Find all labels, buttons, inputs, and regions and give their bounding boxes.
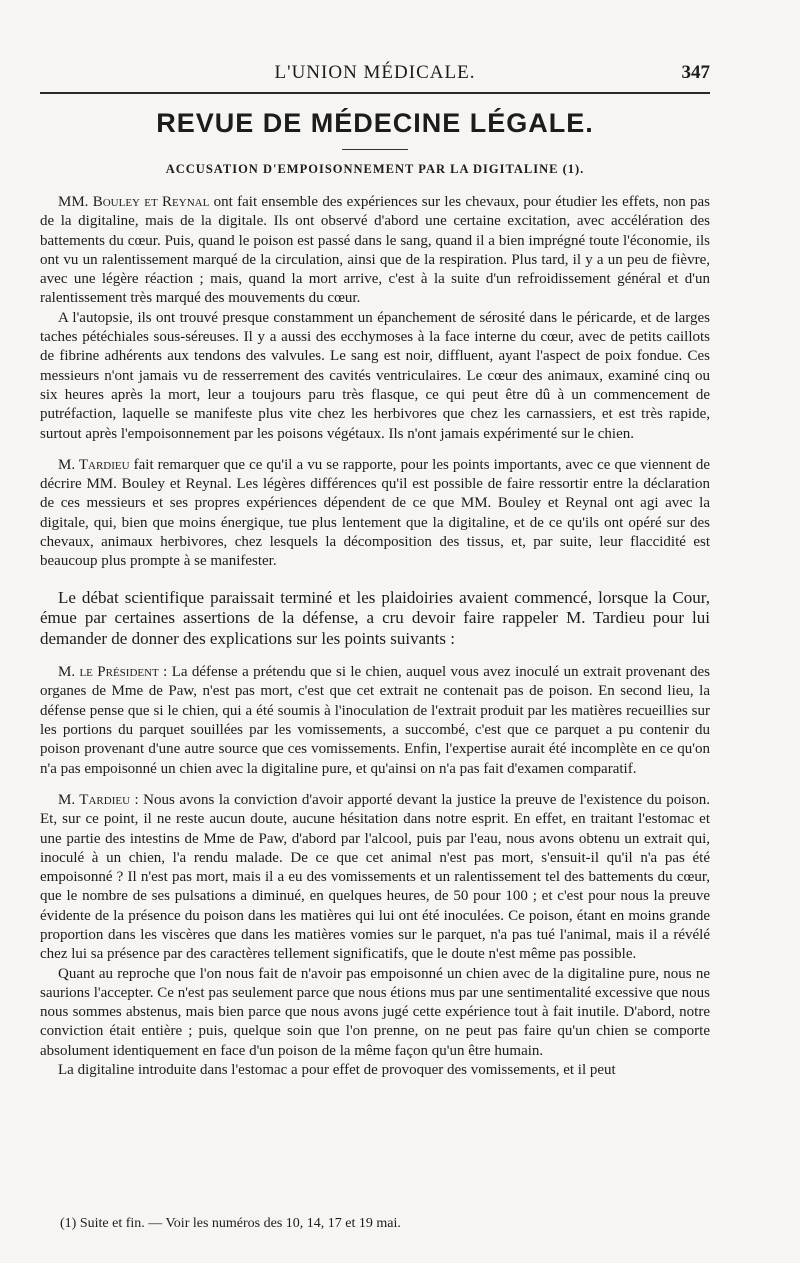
- paragraph-text: fait remarquer que ce qu'il a vu se rapporte, pour les points importants, avec ce que viennent de décrire MM. Bouley et Reynal. Les légères différences qu'il est possible de faire ressortir entre la déclaration de ces messieurs et ses propres expériences dépendent de ce que MM. Bouley et Reynal ont agi avec la digitale, qui, bien que moins énergique, tue plus lentement que la digitaline, et de ce qu'ils ont opéré sur des chevaux, animaux herbivores, chez lesquels la décomposition des tissus, et, par suite, leur flaccidité est beaucoup plus prompte à se manifester.: [40, 456, 711, 570]
- paragraph-text: Le débat scientifique paraissait terminé et les plaidoiries avaient commencé, lorsque la Cour, émue par certaines assertions de la défense, a cru devoir faire rappeler M. Tardieu pour lui demander de donner des explications sur les points suivants :: [40, 587, 710, 648]
- speaker-name: MM. Bouley et Reynal: [58, 194, 210, 210]
- journal-title: L'UNION MÉDICALE.: [274, 62, 476, 83]
- paragraph-text: Quant au reproche que l'on nous fait de n'avoir pas empoisonné un chien avec de la digitaline pure, nous ne saurions l'accepter. Ce n'est pas seulement parce que nous étions mus par une sentimentalité excessive que nous nous sommes abstenus, mais bien parce que nous avons jugé cette expérience tout à fait inutile. D'abord, notre conviction était entière ; puis, quelque soin que l'on prenne, on ne peut pas faire qu'un chien se comporte absolument identiquement en face d'un poison de la même façon qu'un être humain.: [40, 965, 710, 1059]
- speaker-name: M. le Président: [58, 664, 159, 681]
- speaker-name: M. Tardieu: [58, 791, 131, 808]
- paragraph-text: La digitaline introduite dans l'estomac a pour effet de provoquer des vomissements, et il peut: [58, 1062, 616, 1079]
- title-divider: [342, 149, 408, 150]
- running-head: [40, 58, 710, 94]
- paragraph-text: ont fait ensemble des expériences sur les chevaux, pour étudier les effets, non pas de la digitaline, mais de la digitale. Ils ont observé d'abord une certaine excitation, avec accélération des battements du cœur. Puis, quand le poison est passé dans le sang, quand il a bien imprégné toute l'économie, ils ont vu un ralentissement marqué de la circulation, ainsi que de la respiration. Plus tard, il y a un peu de fièvre, avec une légère réaction ; mais, quand la mort arrive, c'est à la suite d'un refroidissement général et d'un ralentissement très marqué des mouvements du cœur.: [40, 194, 711, 307]
- article-subtitle: [40, 162, 710, 177]
- subtitle-text: ACCUSATION D'EMPOISONNEMENT PAR LA DIGITALINE: [165, 162, 559, 176]
- footnote: (1) Suite et fin. — Voir les numéros des 10, 14, 17 et 19 mai.: [60, 1216, 401, 1231]
- paragraph-8: [40, 1061, 710, 1080]
- paragraph-6: [40, 791, 710, 965]
- paragraph-7: [40, 965, 710, 1061]
- paragraph-2: [40, 309, 710, 444]
- paragraph-1: [40, 193, 710, 309]
- paragraph-3: [40, 456, 710, 572]
- page-number: 347: [681, 62, 710, 83]
- paragraph-text: : Nous avons la conviction d'avoir apporté devant la justice la preuve de l'existence du poison. Et, sur ce point, il ne reste aucun doute, aucune hésitation dans notre esprit. En effet, en traitant l'estomac et une partie des intestins de Mme de Paw, d'abord par l'alcool, puis par l'eau, nous avons obtenu un extrait qui, inoculé à un chien, l'a rendu malade. De ce que cet animal n'est pas mort, s'ensuit-il qu'il n'a pas été empoisonné ? Il n'est pas mort, mais il a eu des vomissements et un ralentissement tel des battements du cœur, que le nombre de ses pulsations a diminué, en quelques heures, de 50 pour 100 ; et c'est pour nous la preuve évidente de la présence du poison dans les matières qui lui ont été inoculées. Ce poison, étant en moins grande proportion dans les viscères que dans les matières vomies sur le parquet, n'a pas tué l'animal, mais il a révélé chez lui sa présence par des caractères tellement significatifs, que le doute n'est même pas possible.: [40, 791, 711, 963]
- speaker-name: M. Tardieu: [58, 456, 130, 473]
- paragraph-5: [40, 663, 710, 779]
- paragraph-text: : La défense a prétendu que si le chien, auquel vous avez inoculé un extrait provenant des organes de Mme de Paw, n'est pas mort, c'est que cet extrait ne contenait pas de poison. En second lieu, la défense pense que si le chien, qui a été soumis à l'inoculation de l'extrait produit par les matières recueillies sur les portions du parquet souillées par les vomissements, a succombé, c'est que ce parquet a pu contenir du poison provenant d'une autre source que ces vomissements. Enfin, l'expertise aurait été incomplète en ce qu'on n'a pas empoisonné un chien avec la digitaline pure, et qu'ainsi on n'a pas fait d'examen comparatif.: [40, 664, 710, 777]
- paragraph-4: [40, 588, 710, 650]
- subtitle-footnote-ref: (1).: [562, 162, 585, 176]
- article-body: [40, 193, 710, 1080]
- paragraph-text: A l'autopsie, ils ont trouvé presque constamment un épanchement de sérosité dans le péricarde, et de larges taches pétéchiales sous-séreuses. Il y a aussi des ecchymoses à la face interne du cœur, avec de petits caillots de fibrine adhérents aux tendons des valvules. Le sang est noir, diffluent, ayant l'aspect de poix fondue. Ces messieurs n'ont jamais vu de resserrement des cavités ventriculaires. Le cœur des animaux, examiné cinq ou six heures après la mort, leur a toujours paru très flasque, ce qui peut être dû à un commencement de putréfaction, laquelle se manifeste plus vite chez les herbivores que chez les carnassiers, et est très rapide, surtout après l'empoisonnement par les poisons végétaux. Ils n'ont jamais expérimenté sur le chien.: [40, 309, 710, 442]
- section-title: REVUE DE MÉDECINE LÉGALE.: [156, 108, 594, 138]
